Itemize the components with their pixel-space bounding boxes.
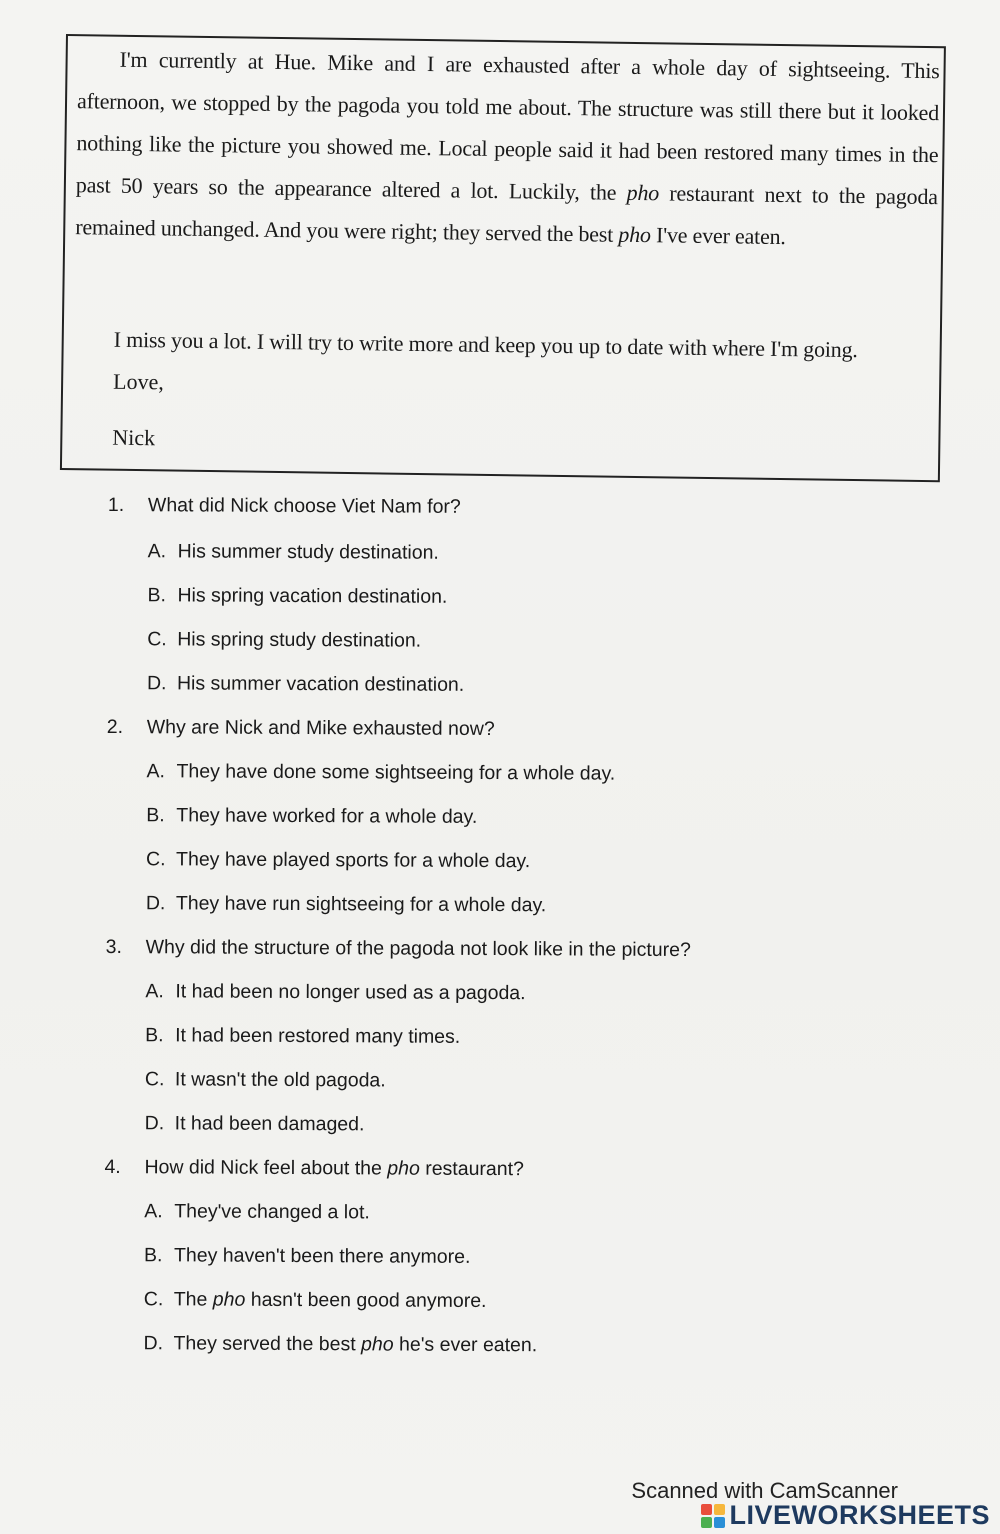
option-4d[interactable] — [143, 1332, 537, 1357]
option-1a[interactable] — [148, 540, 439, 565]
option-4a[interactable] — [144, 1200, 370, 1224]
option-text: His summer vacation destination. — [176, 672, 465, 696]
option-text: His spring study destination. — [177, 628, 422, 652]
option-4c[interactable] — [144, 1288, 487, 1313]
option-3d[interactable] — [145, 1112, 365, 1136]
question-text: Why are Nick and Mike exhausted now? — [146, 716, 495, 741]
letter-paragraph-1 — [75, 38, 940, 260]
question-text-part: How did Nick feel about the — [144, 1156, 388, 1180]
question-number: 4. — [104, 1155, 121, 1179]
option-text: It had been restored many times. — [175, 1024, 461, 1048]
question-number: 3. — [105, 935, 122, 959]
option-text: They have worked for a whole day. — [176, 804, 478, 828]
option-letter: D. — [146, 672, 167, 695]
option-3b[interactable] — [145, 1024, 460, 1049]
brand-text: LIVEWORKSHEETS — [729, 1500, 990, 1530]
option-1d[interactable] — [147, 672, 464, 697]
letter-text: I'm currently at Hue. Mike and I are exhausted after a whole day of sightseeing. This afternoon, we stopped by the pagoda you told me about. The structure was still there but it looked nothing like the picture you showed me. Local people said it had been restored many times in the past 50 years so the appearance altered a lot. Luckily, the — [75, 46, 940, 205]
logo-square — [714, 1504, 725, 1515]
option-text: They have run sightseeing for a whole day. — [175, 892, 547, 917]
letter-signature: Nick — [112, 424, 156, 451]
option-italic-pho: pho — [361, 1333, 394, 1356]
logo-square — [701, 1504, 712, 1515]
option-2c[interactable] — [146, 848, 530, 873]
logo-square — [714, 1517, 725, 1528]
option-3a[interactable] — [145, 980, 525, 1005]
question-3 — [105, 935, 866, 962]
option-letter: D. — [143, 1332, 164, 1355]
question-4 — [104, 1155, 865, 1181]
option-text: They have done some sightseeing for a whole day. — [176, 760, 616, 785]
logo-square — [701, 1517, 712, 1528]
question-2 — [106, 715, 867, 741]
option-letter: C. — [144, 1068, 165, 1091]
letter-italic-pho: pho — [626, 179, 660, 206]
option-text: His spring vacation destination. — [177, 584, 448, 608]
letter-paragraph-2: I miss you a lot. I will try to write more and keep you up to date with where I'm going. — [113, 326, 858, 363]
option-text: hasn't been good anymore. — [245, 1288, 487, 1312]
question-number: 1. — [107, 494, 125, 517]
option-text: His summer study destination. — [177, 540, 439, 564]
scanner-watermark: Scanned with CamScanner — [631, 1478, 898, 1503]
option-text: It wasn't the old pagoda. — [174, 1068, 386, 1092]
question-text — [144, 1156, 524, 1181]
question-1 — [107, 494, 868, 518]
question-number: 2. — [106, 715, 124, 739]
liveworksheets-logo[interactable] — [701, 1500, 990, 1531]
option-letter: C. — [143, 1288, 164, 1311]
liveworksheets-icon — [701, 1504, 725, 1528]
option-letter: B. — [143, 1244, 163, 1267]
question-italic-pho: pho — [387, 1157, 420, 1180]
option-letter: A. — [144, 1200, 163, 1223]
option-letter: D. — [145, 892, 166, 915]
option-text: They have played sports for a whole day. — [176, 848, 531, 873]
option-letter: A. — [147, 540, 167, 563]
letter-closing: Love, — [112, 368, 165, 395]
option-text: It had been damaged. — [174, 1112, 365, 1136]
question-text: Why did the structure of the pagoda not look like in the picture? — [145, 936, 691, 962]
option-letter: C. — [147, 628, 167, 651]
question-text-part: restaurant? — [419, 1157, 524, 1181]
option-text: he's ever eaten. — [393, 1333, 538, 1357]
option-letter: B. — [146, 804, 165, 827]
option-letter: C. — [146, 848, 166, 871]
question-list — [104, 494, 908, 1357]
letter-text: restaurant next to the pagoda remained unchanged. And you were right; they served the best — [75, 180, 938, 247]
option-text: The — [173, 1288, 213, 1311]
option-2d[interactable] — [146, 892, 546, 917]
option-2b[interactable] — [146, 804, 477, 829]
option-text: They served the best — [173, 1332, 362, 1356]
option-letter: B. — [147, 584, 166, 607]
option-1c[interactable] — [147, 628, 421, 652]
option-2a[interactable] — [146, 760, 615, 785]
letter-text: I've ever eaten. — [650, 222, 786, 250]
question-text: What did Nick choose Viet Nam for? — [147, 494, 461, 518]
option-letter: B. — [145, 1024, 164, 1047]
letter-italic-pho: pho — [618, 221, 651, 248]
option-text: They haven't been there anymore. — [173, 1244, 471, 1268]
option-text: It had been no longer used as a pagoda. — [175, 980, 526, 1005]
option-1b[interactable] — [147, 584, 447, 609]
option-4b[interactable] — [144, 1244, 471, 1269]
letter-box — [60, 34, 946, 482]
option-letter: A. — [145, 980, 164, 1003]
option-3c[interactable] — [145, 1068, 386, 1092]
option-letter: A. — [146, 760, 166, 783]
option-letter: D. — [144, 1112, 165, 1135]
option-italic-pho: pho — [212, 1288, 246, 1311]
option-text: They've changed a lot. — [174, 1200, 370, 1224]
